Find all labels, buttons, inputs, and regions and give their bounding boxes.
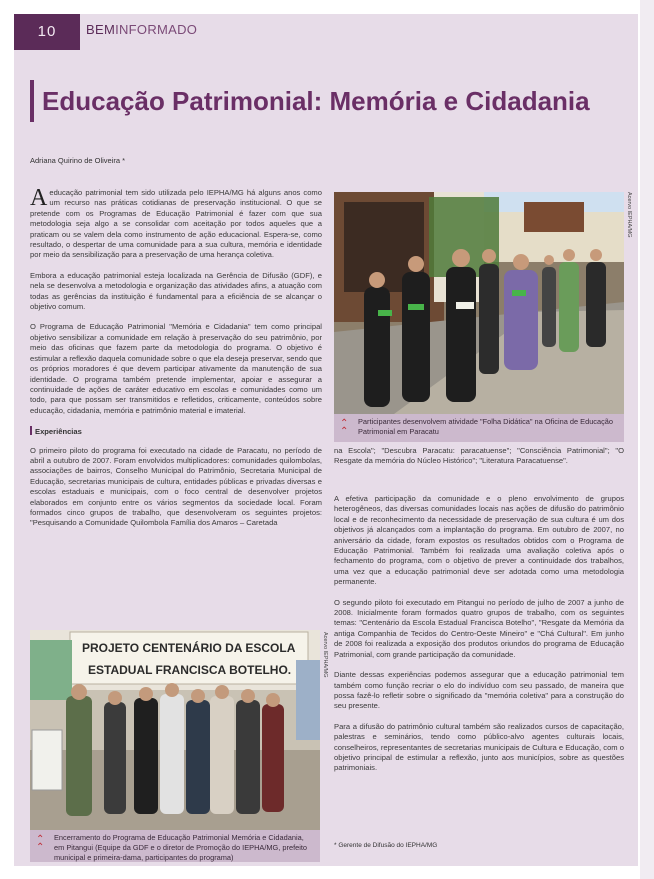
subheading: [30, 426, 322, 437]
photo-pitangui-illustration: [30, 630, 320, 830]
title-accent-bar: [30, 80, 34, 122]
banner-line-2: ESTADUAL FRANCISCA BOTELHO.: [88, 663, 292, 677]
paragraph-6: O segundo piloto foi executado em Pitangui no período de julho de 2007 a junho de 2008. Inicialmente foram formados quatro grupos de trabalho, com os seguintes temas: "Centenário da Escola Estadual Francisca Botelho", "Resgate da Memória da antiga Companhia de Tecidos do Centro-Oeste Mineiro" e "Chá Cultural". Em junho de 2008 foi realizada a exposição dos produtos oriundos do programa de Educação Patrimonial, com grande participação da comunidade.: [334, 597, 624, 659]
subheading-text: Experiências: [35, 427, 82, 437]
photo2-caption: [30, 830, 320, 862]
photo2-credit: Acervo IEPHA/MG: [322, 632, 328, 678]
page-number: 10: [14, 14, 80, 50]
photo1-caption-text: Participantes desenvolvem atividade "Folha Didática" na Oficina de Educação Patrimonial em Paracatu: [358, 417, 614, 436]
banner-line-1: PROJETO CENTENÁRIO DA ESCOLA: [82, 641, 296, 655]
paragraph-1-text: educação patrimonial tem sido utilizada pelo IEPHA/MG há alguns anos como um recurso nas práticas cotidianas de preservação institucional. O que se pretende com os Programas de Educação Patrimonial é fazer com que sua metodologia seja algo a se consolidar com aceitação por todos aqueles que a praticam ou se valem dela como instrumento de ação educacional. Espera-se, como resultado, o despertar de uma comunidade para a sua cultura, memória e identidade por meio da sensibilização para a preservação de uma herança coletiva.: [30, 188, 322, 260]
drop-cap: A: [30, 185, 48, 211]
article-author: Adriana Quirino de Oliveira *: [30, 156, 126, 165]
photo-paracatu-illustration: [334, 192, 624, 414]
photo1-caption: [334, 414, 624, 442]
paragraph-2: Embora a educação patrimonial esteja localizada na Gerência de Difusão (GDF), e nela se desenvolva a metodologia e organização das atividades afins, a atuação com todas as gerências da instituição é fundamental para a eficiência de se alcançar o objetivo comum.: [30, 270, 322, 312]
photo1-credit: Acervo IEPHA/MG: [626, 192, 632, 238]
paragraph-8: Para a difusão do patrimônio cultural também são realizados cursos de capacitação, palestras e seminários, tendo como público-alvo agentes culturais locais, conselheiros, representantes de secretarias municipais de Cultura e Educação, com o objetivo principal de estimular a reflexão, junto aos municípios, sobre as questões patrimoniais.: [334, 721, 624, 773]
article-title: Educação Patrimonial: Memória e Cidadania: [42, 86, 590, 116]
right-column: [334, 494, 624, 784]
paragraph-5: A efetiva participação da comunidade e o pleno envolvimento de grupos heterogêneos, das diversas comunidades locais nas ações de difusão do patrimônio local e de reconhecimento da necessidade de preservação de sua cultura é um dos objetivos já alcançados com a implantação do programa. Em outubro de 2007, no aniversário da cidade, foram expostos os resultados obtidos com o Programa de Educação Patrimonial. Também foi realizada uma avaliação coletiva após o fechamento do programa, com o objetivo de prever a continuidade dos trabalhos, uma vez que a educação patrimonial deve ser adotada como uma metodologia permanente.: [334, 494, 624, 587]
photo-paracatu-street: [334, 192, 624, 414]
section-name-informado: INFORMADO: [115, 22, 198, 37]
section-name: [86, 22, 197, 37]
author-footnote: * Gerente de Difusão do IEPHA/MG: [334, 842, 438, 849]
subheading-bar: [30, 426, 32, 435]
paragraph-1: [30, 185, 322, 261]
book-icon: ⌃ ⌃: [340, 418, 349, 437]
right-column-top: [334, 446, 624, 477]
left-column: [30, 185, 322, 539]
section-name-bem: BEM: [86, 22, 116, 37]
paragraph-4-continued: na Escola"; "Descubra Paracatu: paracatuense"; "Consciência Patrimonial"; "O Resgate da memória do Núcleo Histórico"; "Literatura Paracatuense".: [334, 446, 624, 466]
photo-pitangui-group: [30, 630, 320, 830]
paragraph-3: O Programa de Educação Patrimonial "Memória e Cidadania" tem como principal objetivo sensibilizar a comunidade em relação à preservação do seu patrimônio, por meio das oficinas que fazem parte da metodologia do programa. O objetivo é estimular a reflexão daquela comunidade sobre o que ela deseja preservar, sendo que os próprios moradores é que devem participar ativamente da manutenção de sua identidade. O programa também pretende implementar, apoiar e assegurar a continuidade de ações de caráter educativo em escolas e comunidades como um todo, para que possam ser transmitidos e refletidos, criticamente, conteúdos sobre educação, cidadania, memória e patrimônio material e imaterial.: [30, 322, 322, 415]
paragraph-4: O primeiro piloto do programa foi executado na cidade de Paracatu, no período de abril a outubro de 2007. Foram envolvidos multiplicadores: comunidades quilombolas, associações de bairros, Conselho Municipal do Patrimônio, Secretaria Municipal de Educação, secretarias municipais de cultura, entidades públicas e privadas diversas e escolas estaduais e municipais, com o foco central de desenvolver projetos elaborados em conjunto entre os vários segmentos da sociedade local. Foram formados cinco grupos de trabalho, que desenvolveram os seguintes projetos: "Pesquisando a Comunidade Quilombola Família dos Amaros – Caretada: [30, 445, 322, 528]
page-edge: [640, 0, 654, 879]
paragraph-7: Diante dessas experiências podemos assegurar que a educação patrimonial tem também como função recriar o elo do indivíduo com seu passado, de maneira que possa fazê-lo refletir sobre o significado da "memória coletiva" para a construção do seu presente.: [334, 670, 624, 711]
book-icon: ⌃ ⌃: [36, 834, 45, 853]
photo2-caption-text: Encerramento do Programa de Educação Patrimonial Memória e Cidadania, em Pitangui (Equipe da GDF e o diretor de Promoção do IEPHA/MG, prefeito municipal e primeira-dama, participantes do programa): [54, 833, 308, 862]
